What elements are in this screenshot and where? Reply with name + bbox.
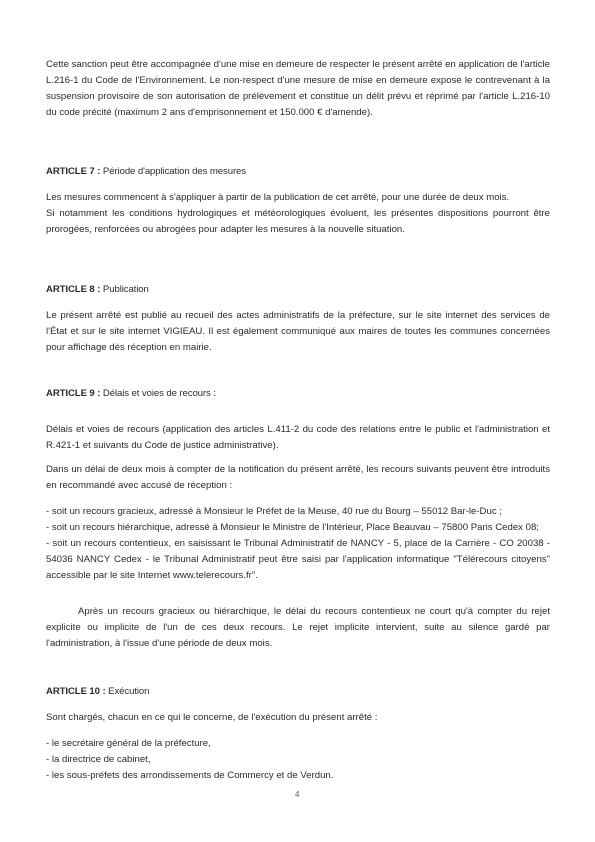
article-8-body	[46, 308, 550, 356]
page-number: 4	[295, 790, 300, 799]
article-9-paragraph-2: Dans un délai de deux mois à compter de la notification du présent arrêté, les recours suivants peuvent être introduits en recommandé avec accusé de réception :	[46, 464, 550, 491]
list-item: - le secrétaire général de la préfecture,	[46, 738, 211, 749]
article-9-intro	[46, 422, 550, 454]
article-9-label: ARTICLE 9 :	[46, 388, 101, 399]
article-9-paragraph-1: Délais et voies de recours (application des articles L.411-2 du code des relations entre le public et l'administration et R.421-1 et suivants du Code de justice administrative).	[46, 424, 550, 451]
article-7-title: Période d'application des mesures	[102, 166, 246, 177]
article-9-title: Délais et voies de recours :	[102, 388, 216, 399]
article-8-title: Publication	[102, 284, 149, 295]
article-10-list	[46, 736, 550, 784]
recours-gracieux: - soit un recours gracieux, adressé à Monsieur le Préfet de la Meuse, 40 rue du Bourg – 55012 Bar-le-Duc ;	[46, 506, 502, 517]
article-7-heading	[46, 164, 550, 180]
article-9-heading	[46, 386, 550, 402]
list-item: - la directrice de cabinet,	[46, 754, 151, 765]
article-7-body	[46, 190, 550, 238]
list-item: - les sous-préfets des arrondissements de Commercy et de Verdun.	[46, 770, 334, 781]
article-9-recours-list	[46, 504, 550, 584]
article-7-paragraph-1: Les mesures commencent à s'appliquer à partir de la publication de cet arrêté, pour une durée de deux mois.	[46, 192, 510, 203]
article-7-paragraph-2: Si notamment les conditions hydrologiques et météorologiques évoluent, les présentes dispositions pourront être prorogées, renforcées ou abrogées pour adapter les mesures à la nouvelle situation.	[46, 208, 550, 235]
article-10-title: Exécution	[108, 686, 150, 697]
article-9-closing	[46, 604, 550, 652]
article-10-intro	[46, 710, 550, 726]
article-10-paragraph-1: Sont chargés, chacun en ce qui le concerne, de l'exécution du présent arrêté :	[46, 712, 378, 723]
article-9-paragraph-3: Après un recours gracieux ou hiérarchique, le délai du recours contentieux ne court qu'à compter du rejet explicite ou implicite de l'un de ces deux recours. Le rejet implicite intervient, suite au silence gardé par l'administration, à l'issue d'une période de deux mois.	[46, 606, 550, 649]
article-10-heading	[46, 684, 550, 700]
article-7-label: ARTICLE 7 :	[46, 166, 101, 177]
recours-hierarchique: - soit un recours hiérarchique, adressé à Monsieur le Ministre de l'Intérieur, Place Beauvau – 75800 Paris Cedex 08;	[46, 522, 539, 533]
recours-contentieux: - soit un recours contentieux, en saisissant le Tribunal Administratif de NANCY - 5, place de la Carrière - CO 20038 - 54036 NANCY Cedex - le Tribunal Administratif peut être saisi par l'application informatique "Télérecours citoyens" accessible par le site Internet www.telerecours.fr".	[46, 538, 550, 581]
sanction-text: Cette sanction peut être accompagnée d'une mise en demeure de respecter le présent arrêté en application de l'article L.216-1 du Code de l'Environnement. Le non-respect d'une mesure de mise en demeure expose le contrevenant à la suspension provisoire de son autorisation de prélèvement et constitue un délit prévu et réprimé par l'article L.216-10 du code précité (maximum 2 ans d'emprisonnement et 150.000 € d'amende).	[46, 59, 550, 118]
article-8-paragraph-1: Le présent arrêté est publié au recueil des actes administratifs de la préfecture, sur le site internet des services de l'État et sur le site internet VIGIEAU. Il est également communiqué aux maires de toutes les communes concernées pour affichage dès réception en mairie.	[46, 310, 550, 353]
article-8-label: ARTICLE 8 :	[46, 284, 101, 295]
article-10-label: ARTICLE 10 :	[46, 686, 106, 697]
sanction-paragraph	[46, 57, 550, 121]
article-9-delay	[46, 462, 550, 494]
article-8-heading	[46, 282, 550, 298]
